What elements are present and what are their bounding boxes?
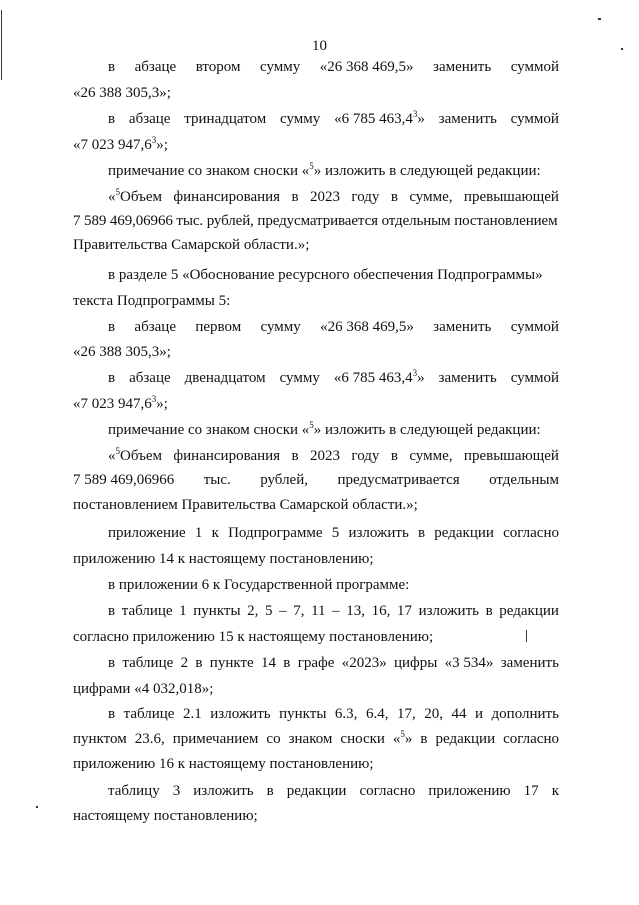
text-fragment: 1 (179, 603, 187, 619)
text-fragment: сумму (279, 370, 320, 386)
text-fragment: заменить (433, 319, 492, 335)
text-fragment: превышающей (463, 448, 559, 464)
paragraph-line: 7 589 469,06966 тыс. рублей, предусматривается отдельным постановлением (73, 213, 558, 229)
text-fragment: редакции (434, 525, 494, 541)
text-fragment: в (108, 655, 116, 671)
text-fragment: 14 (260, 655, 276, 671)
text-fragment: в (418, 525, 426, 541)
text-fragment: в (283, 655, 291, 671)
text-fragment: суммой (510, 370, 559, 386)
text-fragment: рублей, (260, 472, 308, 488)
text-fragment: пункты (279, 706, 327, 722)
text-fragment: 2023 (310, 189, 340, 205)
text-fragment: в (266, 783, 274, 799)
text-fragment: изложить (193, 783, 254, 799)
text-fragment: «26 368 469,5» (319, 59, 414, 75)
footnote-mark: 3 (412, 368, 418, 378)
text-fragment: к (551, 783, 559, 799)
text-fragment: финансирования (173, 189, 281, 205)
text-fragment: дополнить (491, 706, 559, 722)
text-fragment: суммой (510, 59, 559, 75)
text-fragment: »; (156, 137, 168, 153)
text-fragment: приложение (108, 525, 186, 541)
text-fragment: Подпрограмме (228, 525, 323, 541)
text-fragment: редакции (499, 603, 559, 619)
paragraph-line: в разделе 5 «Обоснование ресурсного обеспечения Подпрограммы» (108, 267, 543, 283)
text-fragment: в (485, 603, 493, 619)
scan-speck (36, 806, 38, 808)
text-fragment: сумму (259, 59, 301, 75)
paragraph-line (108, 369, 559, 387)
text-fragment: в (108, 319, 116, 335)
text-fragment: 3 (172, 783, 181, 799)
text-fragment: редакции (435, 731, 496, 747)
text-fragment: – (332, 603, 340, 619)
footnote-mark: 5 (115, 187, 120, 197)
text-fragment: 2023 (310, 448, 340, 464)
text-fragment: в (108, 59, 116, 75)
page-number: 10 (312, 38, 327, 54)
text-fragment: в (108, 603, 116, 619)
paragraph-line (108, 162, 559, 180)
text-fragment: графе (297, 655, 335, 671)
text-fragment: таблице (121, 603, 173, 619)
footnote-mark: 5 (115, 446, 120, 456)
text-fragment: Объем (120, 189, 162, 205)
text-fragment: « (108, 189, 116, 205)
text-fragment: пунктом (73, 731, 127, 747)
text-fragment: тыс. (203, 472, 231, 488)
text-fragment: « (392, 731, 401, 747)
text-fragment: цифры (394, 655, 438, 671)
text-fragment: в (108, 370, 116, 386)
paragraph-line: приложению 16 к настоящему постановлению; (73, 756, 374, 772)
text-fragment: заменить (433, 59, 492, 75)
paragraph-line: «26 388 305,3»; (73, 85, 171, 101)
paragraph-line (108, 188, 559, 206)
text-fragment: в (291, 189, 299, 205)
text-fragment: в (390, 189, 398, 205)
text-fragment: в (420, 731, 428, 747)
paragraph-line (108, 58, 559, 76)
footnote-mark: 3 (412, 109, 418, 119)
paragraph-line (73, 471, 559, 489)
text-fragment: финансирования (173, 448, 281, 464)
text-fragment: 16, (371, 603, 391, 619)
text-fragment (334, 369, 425, 387)
text-fragment: сумме, (409, 189, 453, 205)
text-fragment: заменить (438, 111, 497, 127)
text-fragment: абзаце (128, 111, 171, 127)
text-fragment: в (195, 655, 203, 671)
paragraph-line (108, 447, 559, 465)
text-fragment: 2, (247, 603, 259, 619)
paragraph-line: постановлением Правительства Самарской области.»; (73, 497, 418, 513)
text-fragment: согласно (503, 731, 559, 747)
text-fragment: «2023» (341, 655, 387, 671)
text-fragment: в (108, 706, 116, 722)
text-fragment: в (108, 111, 116, 127)
text-fragment: сноски (340, 731, 385, 747)
text-fragment: сумму (260, 319, 301, 335)
text-fragment: со (266, 731, 281, 747)
text-fragment: «7 023 947,6 (73, 396, 152, 412)
text-fragment: «6 785 463,4 (333, 370, 413, 386)
paragraph-line (108, 654, 559, 672)
paragraph-line: текста Подпрограммы 5: (73, 293, 231, 309)
paragraph-line (108, 318, 559, 336)
text-fragment: согласно (359, 783, 416, 799)
text-fragment: первом (195, 319, 242, 335)
text-fragment: в (291, 448, 299, 464)
paragraph-line (73, 136, 559, 154)
text-fragment (108, 188, 162, 206)
text-fragment (334, 110, 425, 128)
paragraph-line (108, 782, 559, 800)
text-fragment: « (108, 448, 116, 464)
text-fragment (108, 447, 162, 465)
text-fragment: заменить (500, 655, 559, 671)
text-fragment: примечанием (172, 731, 259, 747)
paragraph-line (108, 421, 559, 439)
paragraph-line: Правительства Самарской области.»; (73, 237, 310, 253)
text-fragment: » изложить в следующей редакции: (313, 422, 541, 438)
text-fragment: примечание со знаком сноски « (108, 163, 310, 179)
paragraph-line (73, 730, 559, 748)
footnote-mark: 3 (151, 394, 157, 404)
text-fragment: 11 (311, 603, 326, 619)
scan-speck (598, 18, 601, 20)
text-fragment: 17 (397, 603, 412, 619)
text-fragment: »; (156, 396, 168, 412)
text-fragment: пункты (193, 603, 241, 619)
text-fragment: сумму (280, 111, 321, 127)
text-fragment: » изложить в следующей редакции: (313, 163, 541, 179)
text-fragment: согласно (503, 525, 559, 541)
text-fragment: 17 (523, 783, 539, 799)
paragraph-line (108, 705, 559, 723)
text-fragment: «7 023 947,6 (73, 137, 152, 153)
paragraph-line (108, 110, 559, 128)
footnote-mark: 5 (309, 420, 314, 430)
text-fragment: изложить (210, 706, 271, 722)
text-fragment: 23.6, (134, 731, 165, 747)
paragraph-line (108, 602, 559, 620)
text-fragment: заменить (438, 370, 497, 386)
text-fragment: суммой (510, 111, 559, 127)
paragraph-line: цифрами «4 032,018»; (73, 681, 214, 697)
text-fragment: и (475, 706, 484, 722)
text-fragment: 2 (180, 655, 189, 671)
paragraph-line: настоящему постановлению; (73, 808, 258, 824)
text-fragment: тринадцатом (184, 111, 267, 127)
text-fragment: 6.4, (365, 706, 389, 722)
text-fragment: абзаце (134, 59, 177, 75)
text-fragment: таблице (123, 706, 175, 722)
paragraph-line: «26 388 305,3»; (73, 344, 171, 360)
text-fragment: втором (195, 59, 241, 75)
text-fragment: » (404, 731, 413, 747)
footnote-mark: 3 (151, 135, 157, 145)
text-fragment: редакции (286, 783, 347, 799)
text-fragment: «26 368 469,5» (320, 319, 414, 335)
text-fragment: таблице (122, 655, 174, 671)
text-fragment: 2.1 (182, 706, 202, 722)
text-fragment: изложить (348, 525, 409, 541)
text-fragment: «3 534» (444, 655, 494, 671)
text-fragment (393, 730, 413, 748)
text-fragment: предусматривается (337, 472, 460, 488)
text-fragment: примечание со знаком сноски « (108, 422, 310, 438)
text-fragment: – (279, 603, 287, 619)
text-fragment: абзаце (129, 370, 171, 386)
text-fragment: 7 589 469,06966 (73, 472, 175, 488)
text-fragment: к (211, 525, 219, 541)
text-fragment: изложить (418, 603, 479, 619)
paragraph-line: согласно приложению 15 к настоящему постановлению; (73, 629, 434, 645)
text-fragment: 17, (396, 706, 416, 722)
footnote-mark: 5 (309, 161, 314, 171)
text-fragment: » (417, 370, 425, 386)
paragraph-line (108, 524, 559, 542)
text-fragment: «6 785 463,4 (334, 111, 413, 127)
text-fragment: приложению (428, 783, 511, 799)
text-fragment: 5 (331, 525, 340, 541)
text-fragment: в (390, 448, 398, 464)
text-fragment: году (351, 448, 380, 464)
text-fragment: 20, (424, 706, 443, 722)
text-fragment: 1 (194, 525, 203, 541)
text-fragment: превышающей (463, 189, 559, 205)
text-fragment: знаком (288, 731, 333, 747)
text-fragment: абзаце (134, 319, 176, 335)
text-fragment: 13, (346, 603, 366, 619)
paragraph-line (73, 395, 559, 413)
text-fragment: » (417, 111, 425, 127)
text-fragment: Объем (120, 448, 162, 464)
text-fragment: двенадцатом (184, 370, 266, 386)
text-fragment: пункте (209, 655, 254, 671)
paragraph-line: приложению 14 к настоящему постановлению; (73, 551, 374, 567)
text-fragment: 7, (293, 603, 305, 619)
text-fragment: таблицу (108, 783, 160, 799)
text-fragment: отдельным (489, 472, 559, 488)
footnote-mark: 5 (400, 729, 405, 739)
text-fragment: 44 (451, 706, 467, 722)
text-fragment: 6.3, (334, 706, 358, 722)
text-fragment: суммой (510, 319, 559, 335)
paragraph-line: в приложении 6 к Государственной программе: (108, 577, 410, 593)
text-fragment: году (351, 189, 380, 205)
text-fragment: сумме, (409, 448, 453, 464)
text-fragment: 5 (265, 603, 273, 619)
